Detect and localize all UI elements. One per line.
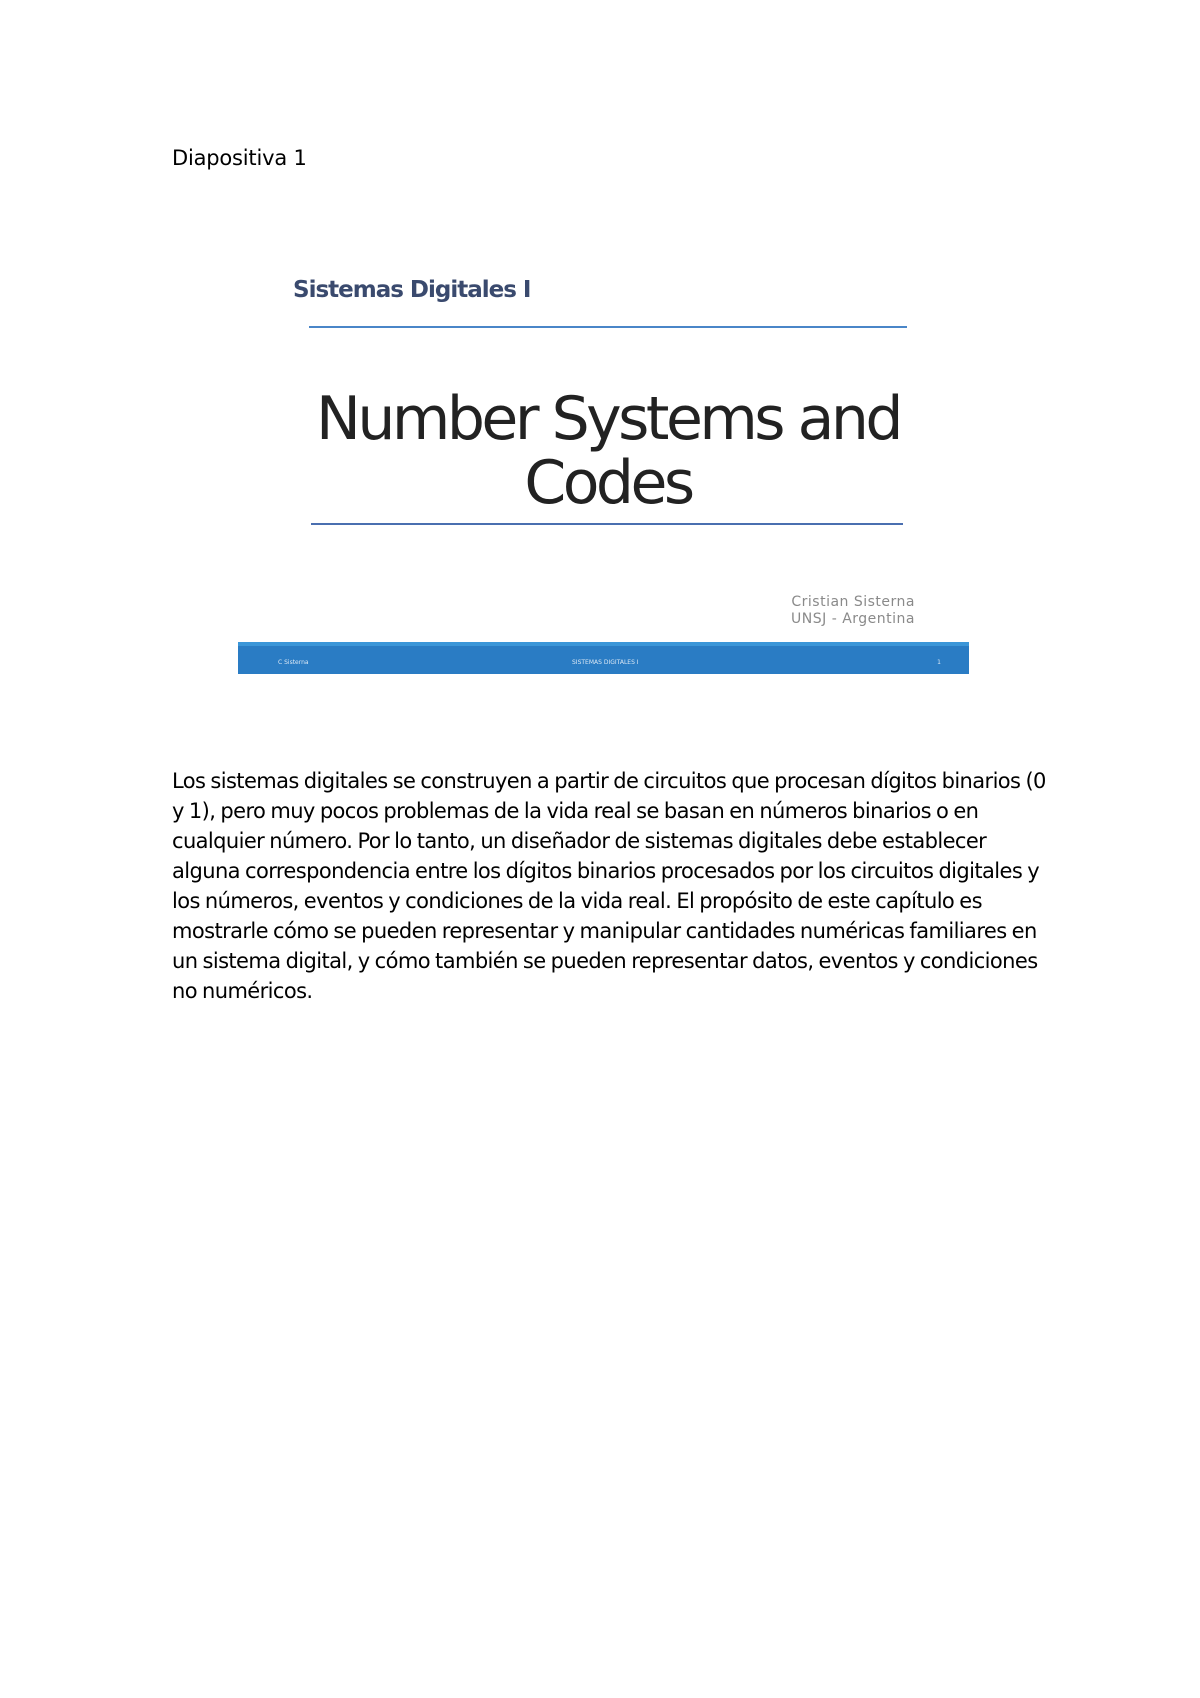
slide-thumbnail [238, 250, 969, 674]
slide-course-title: Sistemas Digitales I [293, 277, 531, 303]
slide-main-title: Number Systems and Codes [315, 384, 901, 518]
slide-bottom-divider [311, 523, 903, 525]
slide-footer-bar [238, 642, 969, 674]
slide-notes-paragraph: Los sistemas digitales se construyen a partir de circuitos que procesan dígitos binarios (0 y 1), pero muy pocos problemas de la vida real se basan en números binarios o en cualquier número. Por lo tanto, un diseñador de sistemas digitales debe establecer alguna correspondencia entre los dígitos binarios procesados por los circuitos digitales y los números, eventos y condiciones de la vida real. El propósito de este capítulo es mostrarle cómo se pueden representar y manipular cantidades numéricas familiares en un sistema digital, y cómo también se pueden representar datos, eventos y condiciones no numéricos. [172, 769, 1046, 1003]
slide-author-affiliation: UNSJ - Argentina [791, 611, 915, 627]
slide-footer-page-number: 1 [937, 659, 941, 666]
slide-footer-course: SISTEMAS DIGITALES I [572, 659, 639, 666]
slide-footer-author: C Sisterna [278, 659, 309, 666]
slide-author-block [791, 594, 915, 628]
page-heading: Diapositiva 1 [172, 146, 307, 170]
slide-author-name: Cristian Sisterna [791, 594, 915, 610]
slide-top-divider [309, 326, 907, 328]
